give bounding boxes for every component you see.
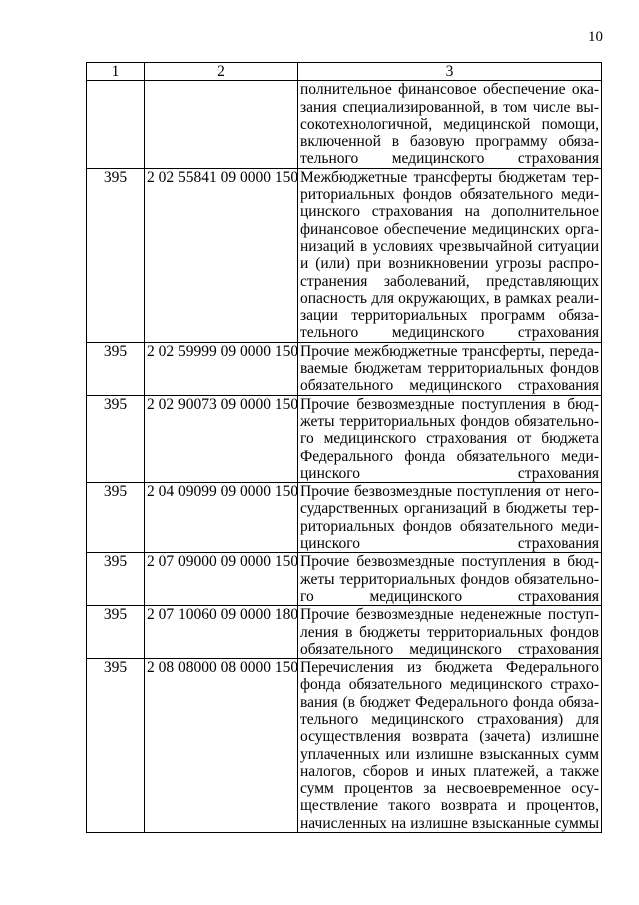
admin-code-cell: 395: [87, 553, 145, 606]
table-row: [87, 81, 602, 168]
description-cell: Прочие безвозмездные поступления от негосударственных организаций в бюджеты территориальных фондов обязательного медицинского страхования: [298, 483, 602, 553]
table-row: [87, 606, 602, 659]
admin-code-cell: 395: [87, 395, 145, 482]
admin-code-cell: [87, 81, 145, 168]
kbk-code-cell: 2 04 09099 09 0000 150: [145, 483, 298, 553]
table-row: [87, 553, 602, 606]
table-row: [87, 395, 602, 482]
admin-code-cell: 395: [87, 606, 145, 659]
table-header-row: [87, 63, 602, 81]
description-cell: Прочие безвозмездные неденежные поступления в бюджеты территориальных фондов обязательного медицинского страхования: [298, 606, 602, 659]
description-cell: полнительное финансовое обеспечение оказания специализированной, в том числе высокотехнологичной, медицинской помощи, включенной в базовую программу обязательного медицинского страхования: [298, 81, 602, 168]
table-row: [87, 483, 602, 553]
description-cell: Прочие безвозмездные поступления в бюджеты территориальных фондов обязательного медицинского страхования от бюджета Федерального фонда обязательного медицинского страхования: [298, 395, 602, 482]
kbk-code-cell: 2 02 59999 09 0000 150: [145, 342, 298, 395]
admin-code-cell: 395: [87, 168, 145, 342]
kbk-code-cell: 2 02 55841 09 0000 150: [145, 168, 298, 342]
column-header-2: 2: [145, 63, 298, 81]
column-header-3: 3: [298, 63, 602, 81]
description-cell: Прочие безвозмездные поступления в бюджеты территориальных фондов обязательного медицинского страхования: [298, 553, 602, 606]
description-cell: Прочие межбюджетные трансферты, передаваемые бюджетам территориальных фондов обязательного медицинского страхования: [298, 342, 602, 395]
table-row: [87, 342, 602, 395]
kbk-code-cell: [145, 81, 298, 168]
column-header-1: 1: [87, 63, 145, 81]
admin-code-cell: 395: [87, 659, 145, 833]
description-cell: Перечисления из бюджета Федерального фонда обязательного медицинского страхования (в бюджет Федерального фонда обязательного медицинского страхования) для осуществления возврата (зачета) излишне уплаченных или излишне взысканных сумм налогов, сборов и иных платежей, а также сумм процентов за несвоевременное осуществление такого возврата и процентов, начисленных на излишне взысканные суммы: [298, 659, 602, 833]
budget-classification-table: [86, 62, 602, 833]
kbk-code-cell: 2 07 09000 09 0000 150: [145, 553, 298, 606]
kbk-code-cell: 2 02 90073 09 0000 150: [145, 395, 298, 482]
kbk-code-cell: 2 07 10060 09 0000 180: [145, 606, 298, 659]
description-cell: Межбюджетные трансферты бюджетам территориальных фондов обязательного медицинского страхования на дополнительное финансовое обеспечение медицинских организаций в условиях чрезвычайной ситуации и (или) при возникновении угрозы распространения заболеваний, представляющих опасность для окружающих, в рамках реализации территориальных программ обязательного медицинского страхования: [298, 168, 602, 342]
admin-code-cell: 395: [87, 342, 145, 395]
page-number: 10: [588, 29, 603, 45]
kbk-code-cell: 2 08 08000 08 0000 150: [145, 659, 298, 833]
table-row: [87, 659, 602, 833]
admin-code-cell: 395: [87, 483, 145, 553]
table-row: [87, 168, 602, 342]
